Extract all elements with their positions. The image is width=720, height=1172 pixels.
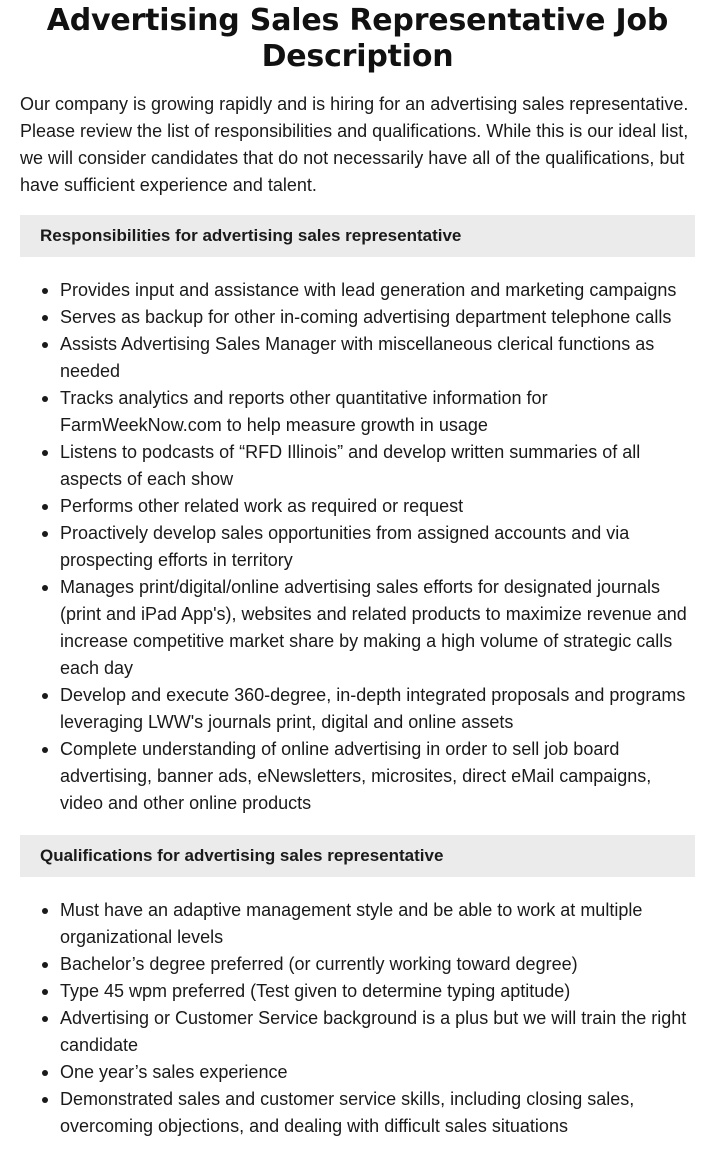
page-title: Advertising Sales Representative Job Description (46, 3, 669, 74)
list-item-text: One year’s sales experience (60, 1062, 288, 1082)
list-item-text: Proactively develop sales opportunities from assigned accounts and via prospecting efforts in territory (60, 523, 630, 570)
bullet-icon (42, 396, 48, 402)
bullet-icon (42, 531, 48, 537)
list-item (60, 897, 695, 951)
bullet-icon (42, 908, 48, 914)
bullet-icon (42, 962, 48, 968)
bullet-icon (42, 288, 48, 294)
bullet-icon (42, 450, 48, 456)
list-item-text: Assists Advertising Sales Manager with miscellaneous clerical functions as needed (60, 334, 655, 381)
list-item-text: Manages print/digital/online advertising sales efforts for designated journals (print and iPad App's), websites and related products to maximize revenue and increase competitive market share by making a high volume of strategic calls each day (60, 577, 687, 678)
list-item-text: Bachelor’s degree preferred (or currently working toward degree) (60, 954, 578, 974)
list-item (60, 1005, 695, 1059)
qualifications-heading: Qualifications for advertising sales representative (40, 846, 444, 865)
list-item (60, 1059, 695, 1086)
list-item (60, 978, 695, 1005)
bullet-icon (42, 315, 48, 321)
intro-paragraph: Our company is growing rapidly and is hiring for an advertising sales representative. Please review the list of responsibilities and qualifications. While this is our ideal list, we will consider candidates that do not necessarily have all of the qualifications, but have sufficient experience and talent. (20, 94, 689, 195)
list-item (60, 331, 695, 385)
list-item (60, 385, 695, 439)
responsibilities-list (20, 277, 695, 817)
list-item-text: Performs other related work as required or request (60, 496, 464, 516)
bullet-icon (42, 693, 48, 699)
list-item-text: Complete understanding of online advertising in order to sell job board advertising, banner ads, eNewsletters, microsites, direct eMail campaigns, video and other online products (60, 739, 652, 813)
qualifications-header (20, 835, 695, 877)
bullet-icon (42, 989, 48, 995)
list-item (60, 439, 695, 493)
qualifications-list (20, 897, 695, 1140)
list-item (60, 736, 695, 817)
bullet-icon (42, 1016, 48, 1022)
list-item (60, 574, 695, 682)
list-item-text: Listens to podcasts of “RFD Illinois” and develop written summaries of all aspects of each show (60, 442, 641, 489)
bullet-icon (42, 1097, 48, 1103)
list-item (60, 493, 695, 520)
list-item (60, 682, 695, 736)
list-item-text: Develop and execute 360-degree, in-depth integrated proposals and programs leveraging LWW's journals print, digital and online assets (60, 685, 686, 732)
responsibilities-header (20, 215, 695, 257)
list-item-text: Type 45 wpm preferred (Test given to determine typing aptitude) (60, 981, 571, 1001)
bullet-icon (42, 504, 48, 510)
list-item (60, 520, 695, 574)
bullet-icon (42, 342, 48, 348)
list-item (60, 1086, 695, 1140)
list-item-text: Serves as backup for other in-coming advertising department telephone calls (60, 307, 672, 327)
list-item (60, 277, 695, 304)
responsibilities-heading: Responsibilities for advertising sales representative (40, 226, 462, 245)
list-item (60, 951, 695, 978)
list-item-text: Must have an adaptive management style and be able to work at multiple organizational levels (60, 900, 643, 947)
list-item-text: Provides input and assistance with lead generation and marketing campaigns (60, 280, 677, 300)
bullet-icon (42, 747, 48, 753)
list-item-text: Demonstrated sales and customer service skills, including closing sales, overcoming objections, and dealing with difficult sales situations (60, 1089, 635, 1136)
bullet-icon (42, 1070, 48, 1076)
list-item-text: Advertising or Customer Service background is a plus but we will train the right candidate (60, 1008, 687, 1055)
list-item (60, 304, 695, 331)
list-item-text: Tracks analytics and reports other quantitative information for FarmWeekNow.com to help measure growth in usage (60, 388, 548, 435)
bullet-icon (42, 585, 48, 591)
